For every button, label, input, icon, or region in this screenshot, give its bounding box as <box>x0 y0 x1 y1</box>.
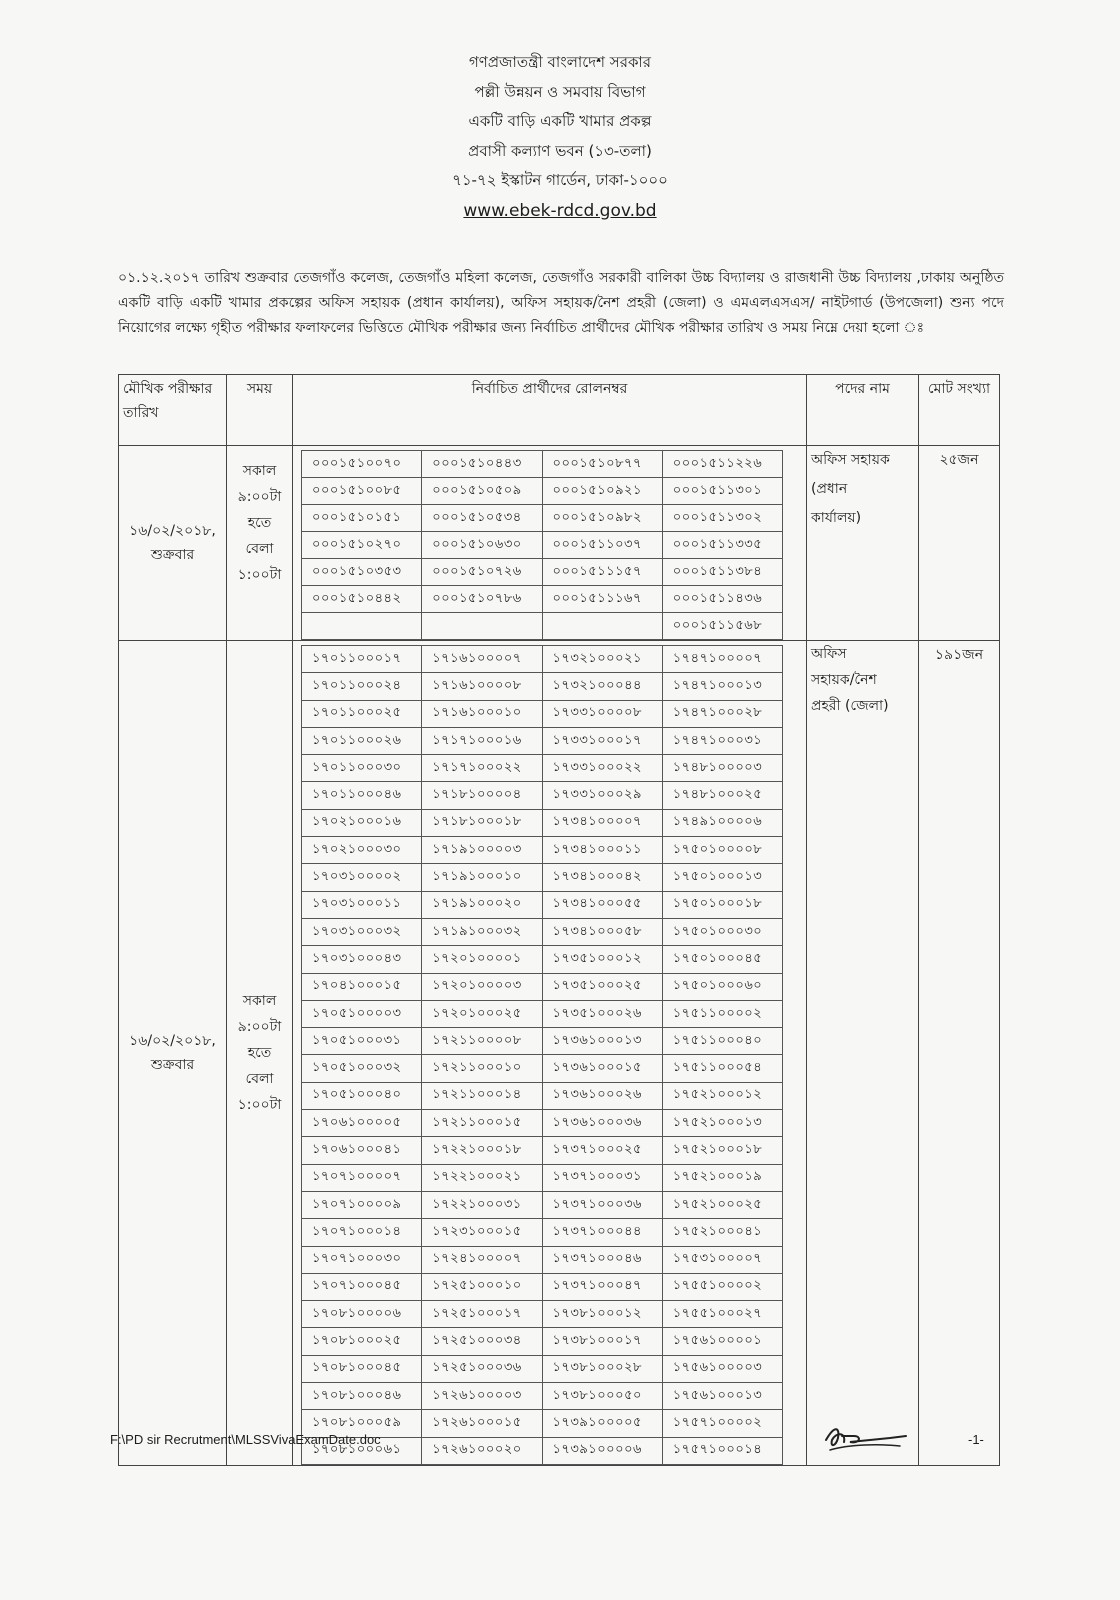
roll-number: ১৭০৫১০০০৪০ <box>302 1082 422 1109</box>
time-text: সকাল <box>242 992 277 1009</box>
roll-number: ০০০১৫১০৪৪৩ <box>422 451 542 478</box>
roll-number: ১৭৫২১০০০১৮ <box>662 1137 782 1164</box>
roll-row <box>302 1082 783 1109</box>
roll-row <box>302 532 783 559</box>
roll-number: ১৭৫০১০০০৪৫ <box>662 946 782 973</box>
roll-number: ১৭৫৬১০০০০১ <box>662 1328 782 1355</box>
roll-number: ০০০১৫১১৩৮৪ <box>662 559 782 586</box>
header-total: মোট সংখ্যা <box>919 375 1000 446</box>
post-text: অফিস সহায়ক <box>811 452 890 468</box>
roll-number: ১৭২১১০০০১৫ <box>422 1110 542 1137</box>
roll-number: ০০০১৫১১৩৩৫ <box>662 532 782 559</box>
viva-schedule-table <box>118 374 1000 1466</box>
roll-number: ১৭০১১০০০৪৬ <box>302 782 422 809</box>
roll-number: ০০০১৫১১১৬৭ <box>542 586 662 613</box>
roll-number: ১৭০১১০০০২৪ <box>302 673 422 700</box>
roll-number: ১৭১৬১০০০০৮ <box>422 673 542 700</box>
roll-row <box>302 1137 783 1164</box>
roll-row <box>302 946 783 973</box>
roll-number: ১৭২৫১০০০১০ <box>422 1273 542 1300</box>
roll-row <box>302 782 783 809</box>
roll-number: ০০০১৫১১১৫৭ <box>542 559 662 586</box>
roll-number: ১৭০৫১০০০০৩ <box>302 1000 422 1027</box>
post-text: অফিস <box>811 646 847 662</box>
schedule-row <box>119 641 1000 1466</box>
roll-number: ১৭৩৪১০০০০৭ <box>542 809 662 836</box>
roll-row <box>302 1301 783 1328</box>
roll-number: ১৭৩৭১০০০২৫ <box>542 1137 662 1164</box>
roll-number: ০০০১৫১০৪৪২ <box>302 586 422 613</box>
roll-number: ১৭২৬১০০০০৩ <box>422 1383 542 1410</box>
roll-number: ১৭০৭১০০০৪৫ <box>302 1273 422 1300</box>
roll-number: ১৭৪৮১০০০২৫ <box>662 782 782 809</box>
roll-number: ১৭২৩১০০০১৫ <box>422 1219 542 1246</box>
roll-number: ১৭১৯১০০০৩২ <box>422 918 542 945</box>
roll-number: ১৭০৭১০০০১৪ <box>302 1219 422 1246</box>
roll-number: ১৭০৩১০০০১১ <box>302 891 422 918</box>
roll-number: ১৭৩৮১০০০২৮ <box>542 1355 662 1382</box>
post-name <box>807 446 919 641</box>
post-text: কার্যালয়) <box>811 510 862 526</box>
notice-paragraph: ০১.১২.২০১৭ তারিখ শুক্রবার তেজগাঁও কলেজ, তেজগাঁও মহিলা কলেজ, তেজগাঁও সরকারী বালিকা উচ্চ বিদ্যালয় ও রাজধানী উচ্চ বিদ্যালয় ,ঢাকায় অনুষ্ঠিত একটি বাড়ি একটি খামার প্রকল্পের অফিস সহায়ক (প্রধান কার্যালয়), অফিস সহায়ক/নৈশ প্রহরী (জেলা) ও এমএলএসএস/ নাইটগার্ড (উপজেলা) শুন্য পদে নিয়োগের লক্ষ্যে গৃহীত পরীক্ষার ফলাফলের ভিত্তিতে মৌখিক পরীক্ষার জন্য নির্বাচিত প্রার্থীদের মৌখিক পরীক্ষার তারিখ ও সময় নিম্নে দেয়া হলো ঃ <box>118 270 1004 336</box>
roll-number: ০০০১৫১০৩৫৩ <box>302 559 422 586</box>
header-time: সময় <box>227 375 293 446</box>
roll-number: ১৭৩৮১০০০১২ <box>542 1301 662 1328</box>
roll-number: ০০০১৫১০২৭০ <box>302 532 422 559</box>
roll-number: ১৭৩৮১০০০৫০ <box>542 1383 662 1410</box>
roll-number: ১৭৩৪১০০০৪২ <box>542 864 662 891</box>
time-text: সকাল <box>242 463 277 479</box>
roll-number <box>302 613 422 640</box>
roll-row <box>302 1273 783 1300</box>
roll-number: ১৭০৫১০০০৩১ <box>302 1028 422 1055</box>
roll-row <box>302 673 783 700</box>
roll-number: ১৭০৮১০০০৪৬ <box>302 1383 422 1410</box>
roll-number: ১৭৩৫১০০০২৬ <box>542 1000 662 1027</box>
roll-number: ১৭৩৪১০০০৫৮ <box>542 918 662 945</box>
roll-number: ০০০১৫১১০৩৭ <box>542 532 662 559</box>
viva-day-value: শুক্রবার <box>150 1056 195 1073</box>
roll-number: ১৭০৬১০০০৪১ <box>302 1137 422 1164</box>
roll-row <box>302 451 783 478</box>
roll-number: ১৭০১১০০০১৭ <box>302 646 422 673</box>
roll-row <box>302 918 783 945</box>
roll-number: ১৭৫১১০০০৪০ <box>662 1028 782 1055</box>
roll-number: ১৭৩২১০০০২১ <box>542 646 662 673</box>
roll-number: ১৭১৮১০০০১৮ <box>422 809 542 836</box>
roll-number: ১৭০১১০০০২৬ <box>302 727 422 754</box>
roll-number: ১৭০৭১০০০০৭ <box>302 1164 422 1191</box>
roll-number: ১৭২১১০০০১০ <box>422 1055 542 1082</box>
roll-number: ০০০১৫১০৫৩৪ <box>422 505 542 532</box>
post-text: সহায়ক/নৈশ <box>811 672 877 688</box>
time-text: বেলা <box>245 541 274 557</box>
roll-number: ১৭৫০১০০০১৮ <box>662 891 782 918</box>
viva-time <box>227 446 293 641</box>
roll-row <box>302 1000 783 1027</box>
project-name: একটি বাড়ি একটি খামার প্রকল্প <box>468 112 652 130</box>
roll-number: ১৭৩৬১০০০৩৬ <box>542 1110 662 1137</box>
time-text: ১:০০টা <box>237 567 282 583</box>
roll-number: ১৭২৫১০০০১৭ <box>422 1301 542 1328</box>
roll-number: ১৭৫৩১০০০০৭ <box>662 1246 782 1273</box>
roll-number: ১৭১৭১০০০২২ <box>422 755 542 782</box>
time-text: ৯:০০টা <box>237 1018 282 1035</box>
roll-number: ০০০১৫১১৩০২ <box>662 505 782 532</box>
roll-row <box>302 1246 783 1273</box>
schedule-row <box>119 446 1000 641</box>
roll-number: ১৭১৯১০০০২০ <box>422 891 542 918</box>
roll-number: ০০০১৫১০০৭০ <box>302 451 422 478</box>
time-text: হতে <box>247 1044 272 1061</box>
roll-number: ০০০১৫১০৭৮৬ <box>422 586 542 613</box>
roll-number: ০০০১৫১০৮৭৭ <box>542 451 662 478</box>
roll-number: ১৭০৮১০০০৬১ <box>302 1437 422 1464</box>
total-count: ২৫জন <box>919 446 1000 641</box>
roll-number: ০০০১৫১০৯২১ <box>542 478 662 505</box>
roll-number: ১৭০৮১০০০৪৫ <box>302 1355 422 1382</box>
roll-row <box>302 478 783 505</box>
roll-number: ১৭৫০১০০০১৩ <box>662 864 782 891</box>
roll-number: ১৭১৯১০০০০৩ <box>422 837 542 864</box>
roll-number: ১৭৩৭১০০০৩৬ <box>542 1191 662 1218</box>
roll-number <box>422 613 542 640</box>
roll-number: ১৭৫২১০০০১২ <box>662 1082 782 1109</box>
roll-number: ১৭২৬১০০০২০ <box>422 1437 542 1464</box>
header-roll-numbers: নির্বাচিত প্রার্থীদের রোলনম্বর <box>293 375 807 446</box>
roll-number: ১৭২৫১০০০৩৬ <box>422 1355 542 1382</box>
roll-number: ১৭০৭১০০০০৯ <box>302 1191 422 1218</box>
time-text: হতে <box>247 515 272 531</box>
roll-number: ০০০১৫১১৪৩৬ <box>662 586 782 613</box>
roll-number: ০০০১৫১১৩০১ <box>662 478 782 505</box>
roll-number: ১৭৫০১০০০৩০ <box>662 918 782 945</box>
roll-number: ১৭৩৮১০০০১৭ <box>542 1328 662 1355</box>
roll-number: ১৭৩৯১০০০০৫ <box>542 1410 662 1437</box>
roll-number: ১৭০৩১০০০০২ <box>302 864 422 891</box>
roll-row <box>302 864 783 891</box>
roll-row <box>302 505 783 532</box>
roll-number-grid <box>301 450 783 640</box>
roll-number: ১৭৩৬১০০০১৩ <box>542 1028 662 1055</box>
roll-row <box>302 1055 783 1082</box>
roll-number: ১৭০৪১০০০১৫ <box>302 973 422 1000</box>
roll-number: ১৭০১১০০০৩০ <box>302 755 422 782</box>
roll-row <box>302 973 783 1000</box>
header-post-name: পদের নাম <box>807 375 919 446</box>
street-address: ৭১-৭২ ইস্কাটন গার্ডেন, ঢাকা-১০০০ <box>452 171 668 189</box>
roll-number: ১৭৪৭১০০০২৮ <box>662 700 782 727</box>
roll-row <box>302 1191 783 1218</box>
roll-number: ১৭২২১০০০৩১ <box>422 1191 542 1218</box>
roll-numbers-cell <box>293 446 807 641</box>
roll-number: ১৭০৮১০০০০৬ <box>302 1301 422 1328</box>
roll-number: ১৭৫৫১০০০২৭ <box>662 1301 782 1328</box>
page-number: -1- <box>968 1432 984 1447</box>
roll-number: ১৭৫২১০০০১৯ <box>662 1164 782 1191</box>
roll-number: ১৭২০১০০০২৫ <box>422 1000 542 1027</box>
roll-row <box>302 1328 783 1355</box>
roll-row <box>302 1383 783 1410</box>
roll-row <box>302 1355 783 1382</box>
time-text: ১:০০টা <box>237 1096 282 1113</box>
time-text: বেলা <box>245 1070 274 1087</box>
roll-number: ১৭৩৩১০০০২৯ <box>542 782 662 809</box>
roll-number: ১৭১৬১০০০০৭ <box>422 646 542 673</box>
roll-number: ১৭৩৭১০০০৪৭ <box>542 1273 662 1300</box>
roll-number: ১৭৫৫১০০০০২ <box>662 1273 782 1300</box>
website-link[interactable]: www.ebek-rdcd.gov.bd <box>463 200 657 221</box>
roll-number: ১৭৪৭১০০০১৩ <box>662 673 782 700</box>
roll-number: ১৭০২১০০০৩০ <box>302 837 422 864</box>
roll-number: ১৭০৬১০০০০৫ <box>302 1110 422 1137</box>
signature-icon <box>820 1418 910 1462</box>
roll-number: ১৭২১১০০০১৪ <box>422 1082 542 1109</box>
roll-number: ০০০১৫১১২২৬ <box>662 451 782 478</box>
roll-row <box>302 1164 783 1191</box>
roll-number: ১৭০৩১০০০৪৩ <box>302 946 422 973</box>
roll-number: ০০০১৫১০৫০৯ <box>422 478 542 505</box>
roll-number: ১৭২০১০০০০১ <box>422 946 542 973</box>
roll-row <box>302 1028 783 1055</box>
roll-number: ১৭৩৩১০০০২২ <box>542 755 662 782</box>
roll-number: ১৭৫০১০০০৬০ <box>662 973 782 1000</box>
roll-number: ১৭৫২১০০০৪১ <box>662 1219 782 1246</box>
total-count: ১৯১জন <box>919 641 1000 1466</box>
roll-number: ১৭৩৪১০০০৫৫ <box>542 891 662 918</box>
roll-number: ১৭৩৯১০০০০৬ <box>542 1437 662 1464</box>
viva-date-value: ১৬/০২/২০১৮, <box>129 1032 216 1049</box>
roll-row <box>302 1219 783 1246</box>
roll-number: ১৭৫২১০০০২৫ <box>662 1191 782 1218</box>
roll-row <box>302 586 783 613</box>
roll-number: ০০০১৫১১৫৬৮ <box>662 613 782 640</box>
roll-number: ১৭১৬১০০০১০ <box>422 700 542 727</box>
roll-number: ১৭০২১০০০১৬ <box>302 809 422 836</box>
roll-number: ১৭৫৭১০০০০২ <box>662 1410 782 1437</box>
roll-number: ১৭১৯১০০০১০ <box>422 864 542 891</box>
division-name: পল্লী উন্নয়ন ও সমবায় বিভাগ <box>474 82 646 101</box>
viva-date-value: ১৬/০২/২০১৮, <box>129 523 216 539</box>
roll-number: ১৭২৬১০০০১৫ <box>422 1410 542 1437</box>
roll-number: ১৭০৮১০০০২৫ <box>302 1328 422 1355</box>
roll-row <box>302 809 783 836</box>
roll-row <box>302 1110 783 1137</box>
table-header-row <box>119 375 1000 446</box>
roll-number: ০০০১৫১০৭২৬ <box>422 559 542 586</box>
roll-row <box>302 727 783 754</box>
roll-number: ১৭২১১০০০০৮ <box>422 1028 542 1055</box>
roll-number: ১৭৩২১০০০৪৪ <box>542 673 662 700</box>
post-name <box>807 641 919 1466</box>
roll-number: ১৭৪৭১০০০৩১ <box>662 727 782 754</box>
roll-number: ১৭৩৭১০০০৪৪ <box>542 1219 662 1246</box>
header-date: মৌখিক পরীক্ষার তারিখ <box>119 375 227 446</box>
roll-numbers-cell <box>293 641 807 1466</box>
roll-number: ১৭৫০১০০০০৮ <box>662 837 782 864</box>
roll-number: ১৭০৭১০০০৩০ <box>302 1246 422 1273</box>
roll-number: ১৭৪৭১০০০০৭ <box>662 646 782 673</box>
viva-day-value: শুক্রবার <box>150 547 195 563</box>
roll-number: ১৭৩৭১০০০৪৬ <box>542 1246 662 1273</box>
roll-number <box>542 613 662 640</box>
roll-number: ১৭০৮১০০০৫৯ <box>302 1410 422 1437</box>
roll-number: ১৭৩৩১০০০০৮ <box>542 700 662 727</box>
roll-number: ১৭২৫১০০০৩৪ <box>422 1328 542 1355</box>
roll-number: ১৭১৮১০০০০৪ <box>422 782 542 809</box>
roll-number: ১৭৪৯১০০০০৬ <box>662 809 782 836</box>
roll-number: ১৭৩৩১০০০১৭ <box>542 727 662 754</box>
roll-row <box>302 700 783 727</box>
roll-number: ১৭৫১১০০০০২ <box>662 1000 782 1027</box>
viva-date <box>119 641 227 1466</box>
building-address: প্রবাসী কল্যাণ ভবন (১৩-তলা) <box>468 141 652 160</box>
roll-number: ০০০১৫১০০৮৫ <box>302 478 422 505</box>
roll-row <box>302 646 783 673</box>
roll-number: ১৭০১১০০০২৫ <box>302 700 422 727</box>
roll-number: ০০০১৫১০৯৮২ <box>542 505 662 532</box>
roll-number: ১৭৫২১০০০১৩ <box>662 1110 782 1137</box>
roll-row <box>302 891 783 918</box>
roll-number: ০০০১৫১০৬৩০ <box>422 532 542 559</box>
roll-number: ১৭৩৬১০০০২৬ <box>542 1082 662 1109</box>
viva-date <box>119 446 227 641</box>
roll-number: ১৭৫১১০০০৫৪ <box>662 1055 782 1082</box>
roll-number: ১৭২২১০০০১৮ <box>422 1137 542 1164</box>
viva-time <box>227 641 293 1466</box>
roll-number: ১৭৩৫১০০০১২ <box>542 946 662 973</box>
roll-number: ১৭১৭১০০০১৬ <box>422 727 542 754</box>
roll-number: ১৭২৪১০০০০৭ <box>422 1246 542 1273</box>
roll-number: ১৭৩৭১০০০৩১ <box>542 1164 662 1191</box>
roll-row <box>302 559 783 586</box>
roll-number: ১৭৩৪১০০০১১ <box>542 837 662 864</box>
roll-number: ১৭২২১০০০২১ <box>422 1164 542 1191</box>
post-text: (প্রধান <box>811 481 848 497</box>
roll-row <box>302 755 783 782</box>
roll-row <box>302 613 783 640</box>
roll-number: ১৭৪৮১০০০০৩ <box>662 755 782 782</box>
roll-number: ১৭২০১০০০০৩ <box>422 973 542 1000</box>
file-path: F:\PD sir Recrutment\MLSSVivaExamDate.doc <box>110 1432 381 1447</box>
roll-number: ০০০১৫১০১৫১ <box>302 505 422 532</box>
government-name: গণপ্রজাতন্ত্রী বাংলাদেশ সরকার <box>468 53 652 71</box>
letterhead <box>0 48 1120 226</box>
roll-number: ১৭৩৫১০০০২৫ <box>542 973 662 1000</box>
roll-number: ১৭৫৬১০০০১৩ <box>662 1383 782 1410</box>
roll-number-grid <box>301 645 783 1465</box>
roll-row <box>302 837 783 864</box>
roll-number: ১৭৩৬১০০০১৫ <box>542 1055 662 1082</box>
post-text: প্রহরী (জেলা) <box>811 698 889 714</box>
time-text: ৯:০০টা <box>237 489 282 505</box>
roll-number: ১৭০৫১০০০৩২ <box>302 1055 422 1082</box>
roll-number: ১৭৫৬১০০০০৩ <box>662 1355 782 1382</box>
roll-number: ১৭০৩১০০০৩২ <box>302 918 422 945</box>
roll-number: ১৭৫৭১০০০১৪ <box>662 1437 782 1464</box>
